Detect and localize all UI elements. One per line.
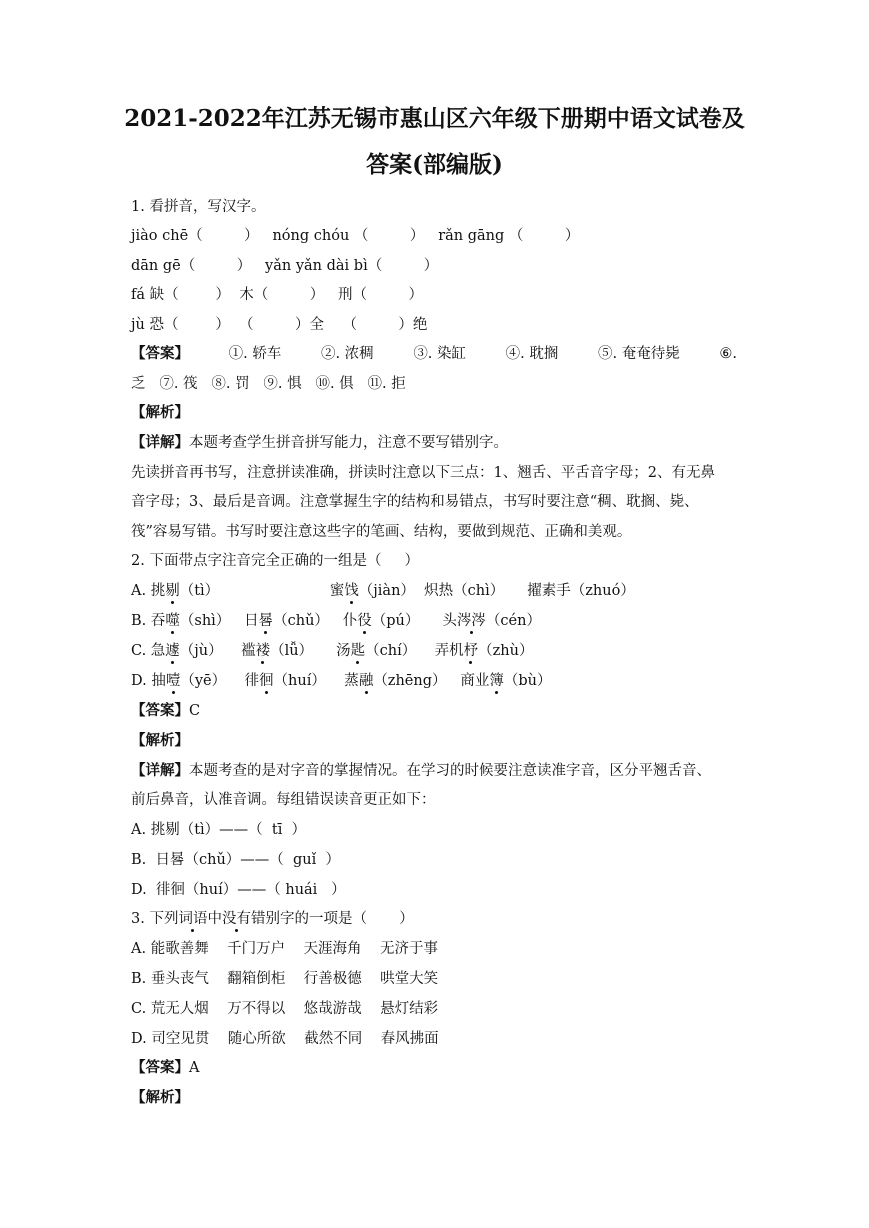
q2-stem: 2. 下面带点字注音完全正确的一组是（ ） [131,553,419,569]
q3-option-c: C. 荒无人烟 万不得以 悠哉游哉 悬灯结彩 [131,1001,439,1017]
detail-label: 【详解】 [131,762,189,779]
dotted-char: 饯 [344,583,359,599]
q3-option-b: B. 垂头丧气 翻箱倒柜 行善极德 哄堂大笑 [131,971,439,987]
q2-option-d [131,671,551,691]
answer-label: 【答案】 [131,345,189,362]
q1-pinyin-row-4: jù 恐（ ） （ ）全 （ ）绝 [131,317,428,333]
q1-paragraph-line-1: 先读拼音再书写，注意拼读准确，拼读时注意以下三点：1、翘舌、平舌音字母；2、有无鼻 [131,465,715,481]
q2-option-a [131,581,635,601]
dotted-char: 杼 [463,643,479,659]
q1-analysis-label: 【解析】 [131,404,189,421]
q2-fix-d: D. 徘徊（huí）——（ huái ） [131,882,346,898]
q2-answer [131,701,200,721]
answer-value: C [189,703,201,719]
option-text: （zhēng） 商业 [373,673,490,689]
option-text: （shì） 日 [179,613,259,629]
option-text: （cén） [485,613,541,629]
q3-stem [131,909,414,929]
dotted-char: 融 [358,673,374,689]
q3-analysis-label: 【解析】 [131,1089,189,1106]
option-text: C. 急 [131,643,166,659]
q2-option-c [131,641,533,661]
q2-fix-a: A. 挑剔（tì）——（ tī ） [131,822,307,838]
q1-answer-line-1 [131,344,737,364]
answer-value: A [189,1060,200,1076]
answer-item: ②. 浓稠 [320,346,374,362]
detail-label: 【详解】 [131,434,189,451]
q2-detail [131,761,711,781]
option-text: （tì） 蜜 [179,583,345,599]
dotted-char: 没有 [221,911,251,927]
q3-answer [131,1058,199,1078]
dotted-char: 徊 [259,673,274,689]
q2-fix-b: B. 日晷（chǔ）——（ guǐ ） [131,852,340,868]
answer-item: ③. 染缸 [413,346,467,362]
option-text: （chí） 弄机 [365,643,464,659]
dotted-char: 词语 [178,911,208,927]
page-title-line-2: 答案(部编版) [366,151,503,178]
option-text: （pú） 头 [371,613,457,629]
dotted-char: 剔 [165,583,180,599]
dotted-char: 匙 [350,643,366,659]
q1-pinyin-row-3: fá 缺（ ） 木（ ） 刑（ ） [131,287,424,303]
dotted-char: 役 [357,613,372,629]
detail-text: 本题考查学生拼音拼写能力，注意不要写错别字。 [189,435,508,451]
stem-text: 中 [207,911,222,927]
q3-option-a: A. 能歌善舞 千门万户 天涯海角 无济于事 [131,941,438,957]
option-text: （zhù） [478,643,534,659]
detail-text: 本题考查的是对字音的掌握情况。在学习的时候要注意读准字音，区分平翘舌音、 [189,763,711,779]
q2-option-b [131,611,541,631]
dotted-char: 涔涔 [456,613,486,629]
page-title-line-1: 2021-2022年江苏无锡市惠山区六年级下册期中语文试卷及 [124,105,745,132]
stem-text: 3. 下列 [131,911,179,927]
option-text: （lǚ） 汤 [270,643,351,659]
option-text: B. 吞 [131,613,166,629]
q1-detail [131,433,508,453]
dotted-char: 褛 [255,643,271,659]
dotted-char: 簿 [489,673,504,689]
q1-stem: 1. 看拼音，写汉字。 [131,199,266,215]
option-text: （bù） [503,673,552,689]
answer-item: ①. 轿车 [228,346,282,362]
dotted-char: 晷 [258,613,274,629]
q2-detail-line-2: 前后鼻音，认准音调。每组错误读音更正如下： [131,792,436,808]
option-text: （chǔ） 仆 [273,613,358,629]
option-text: D. 抽 [131,673,166,689]
q3-option-d: D. 司空见贯 随心所欲 截然不同 春风拂面 [131,1031,439,1047]
answer-label: 【答案】 [131,1059,189,1076]
q1-pinyin-row-2: dān gē（ ） yǎn yǎn dài bì（ ） [131,258,439,274]
stem-text: 错别字的一项是（ ） [250,911,414,927]
dotted-char: 遽 [165,643,180,659]
answer-item: ④. 耽搁 [505,346,559,362]
q1-answer-line-2: 乏 ⑦. 筏 ⑧. 罚 ⑨. 惧 ⑩. 俱 ⑪. 拒 [131,376,406,392]
option-text: （yē） 徘 [180,673,260,689]
dotted-char: 噎 [165,673,181,689]
answer-label: 【答案】 [131,702,189,719]
option-text: A. 挑 [131,583,166,599]
option-text: （huí） 蒸 [273,673,359,689]
q1-pinyin-row-1: jiào chē（ ） nóng chóu （ ） rǎn gāng （ ） [131,228,580,244]
answer-item: ⑥. [719,346,737,362]
q2-analysis-label: 【解析】 [131,732,189,749]
dotted-char: 噬 [165,613,180,629]
option-text: 素手（zhuó） [541,583,635,599]
option-text: （jiàn） 炽热（chì） 擢 [358,583,542,599]
q1-paragraph-line-3: 筏”容易写错。书写时要注意这些字的笔画、结构，要做到规范、正确和美观。 [131,524,632,540]
answer-item: ⑤. 奄奄待毙 [598,346,680,362]
q1-paragraph-line-2: 音字母；3、最后是音调。注意掌握生字的结构和易错点，书写时要注意“稠、耽搁、毙、 [131,494,699,510]
option-text: （jù） 褴 [179,643,256,659]
